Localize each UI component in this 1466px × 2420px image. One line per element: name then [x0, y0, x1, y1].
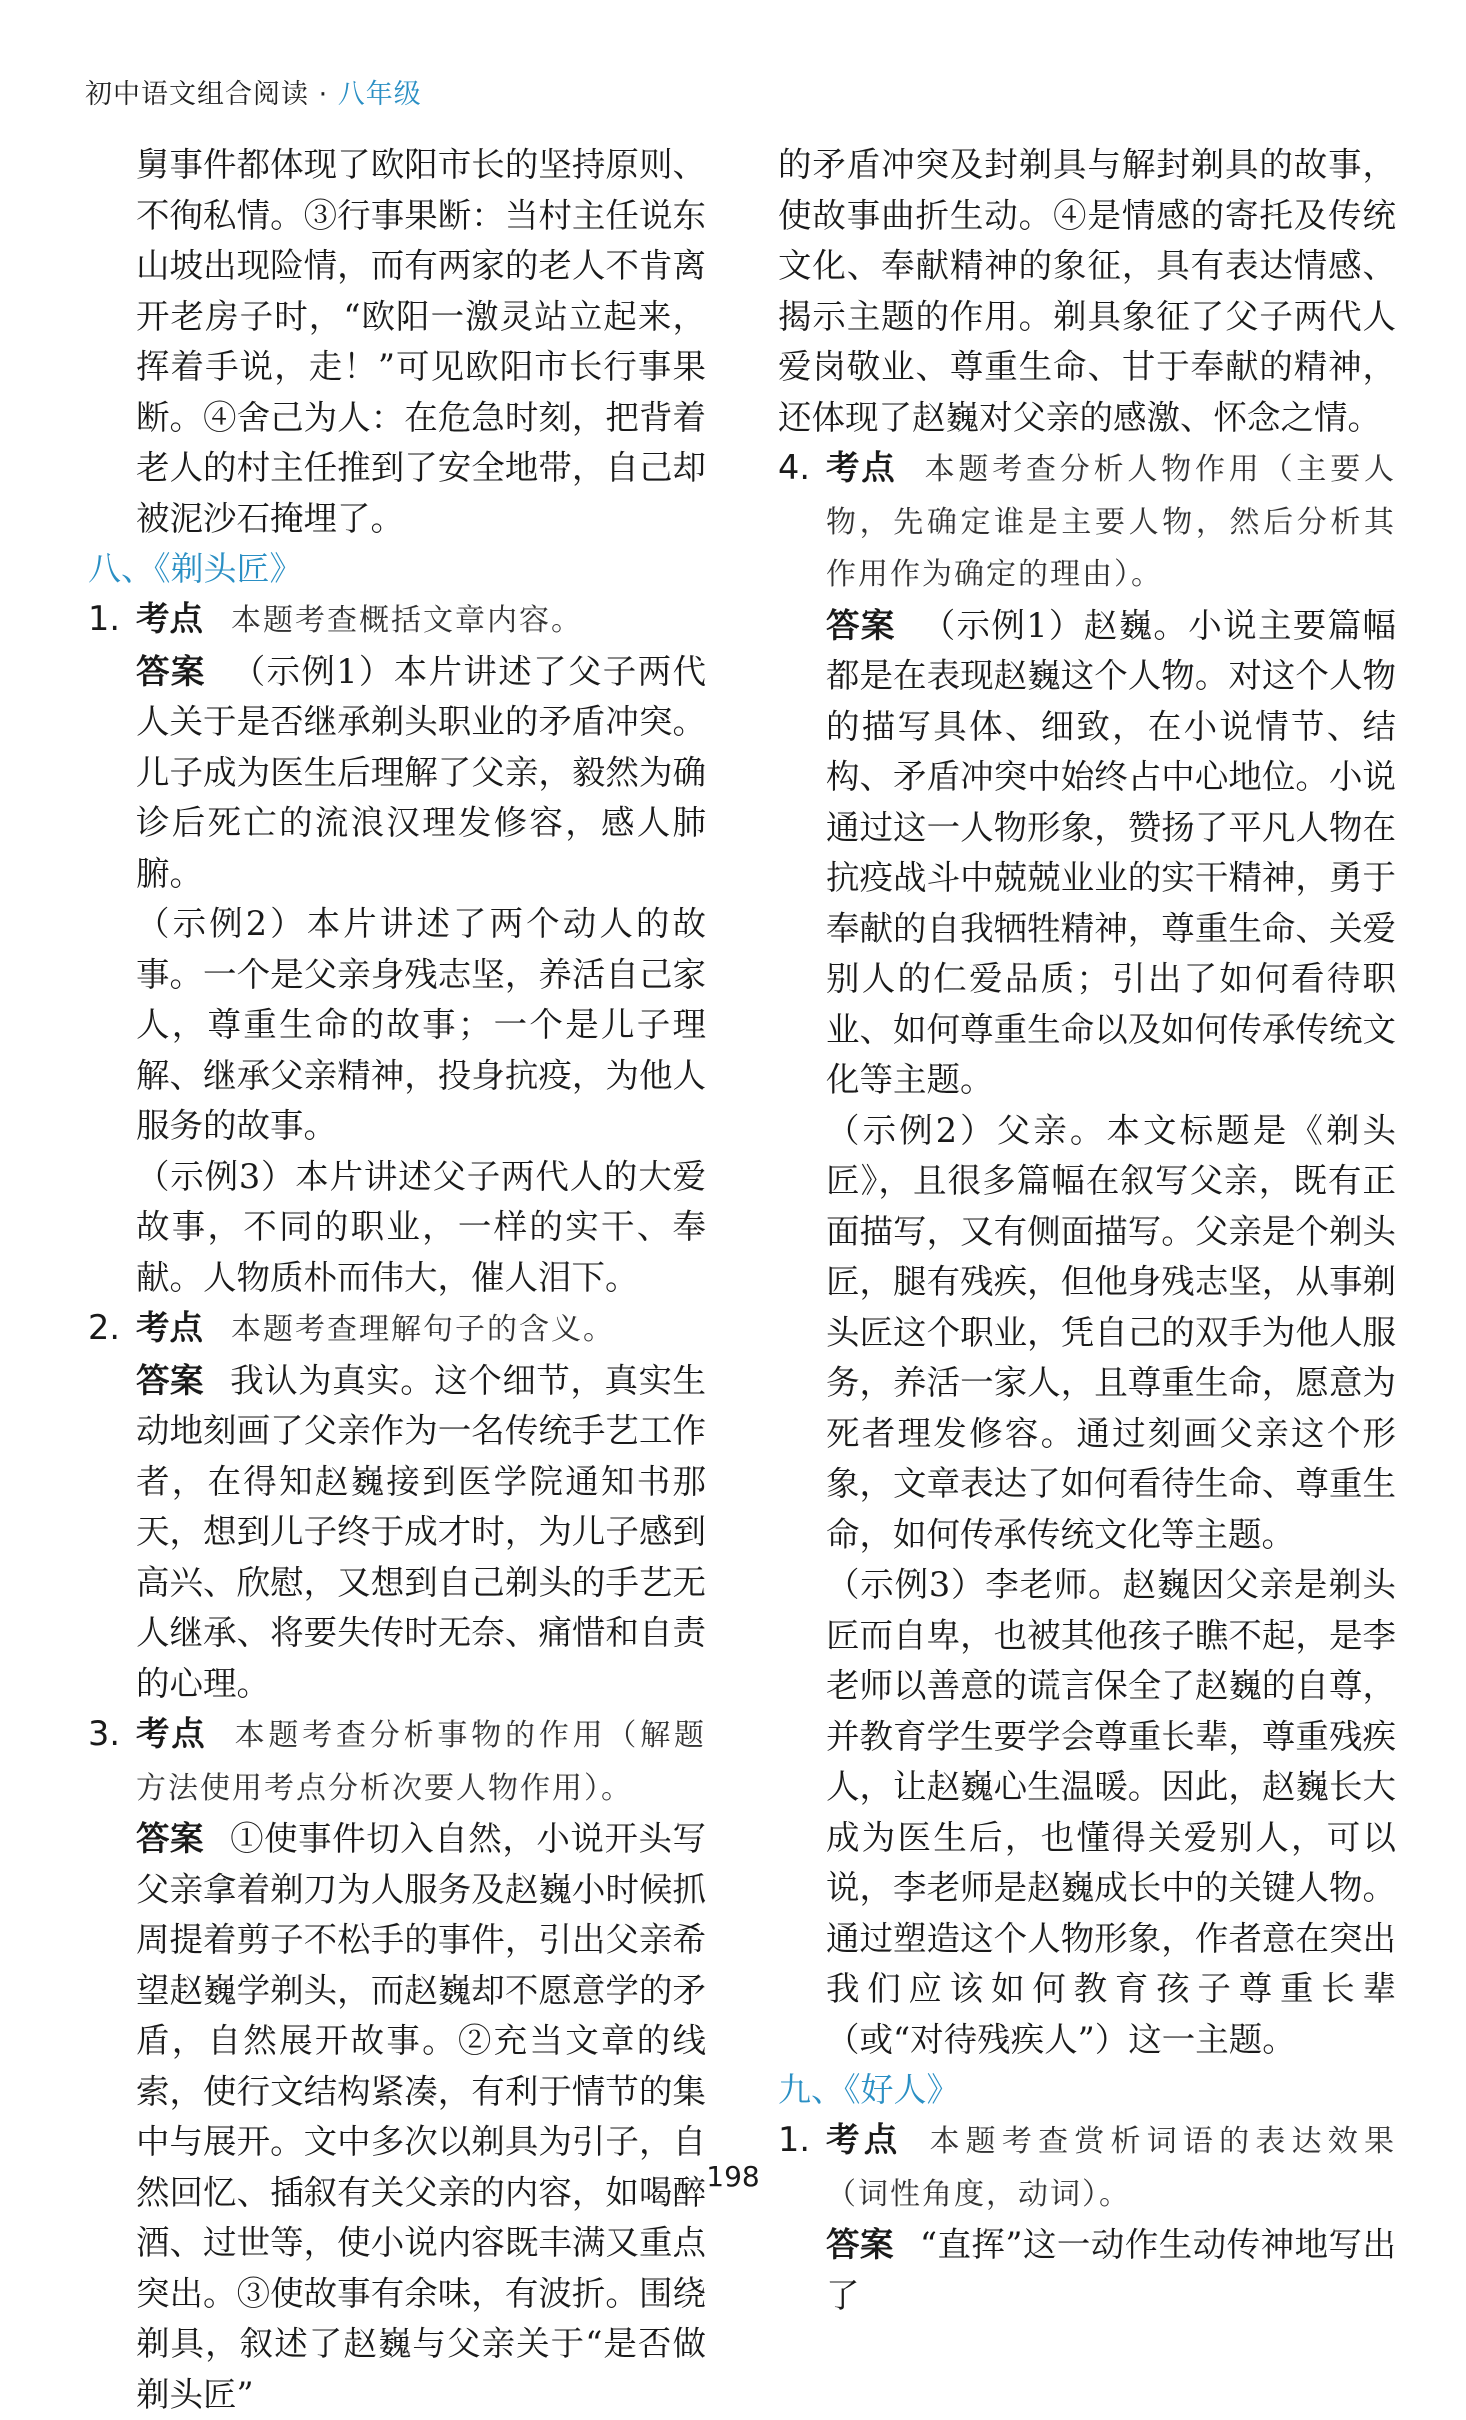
answer-label: 答案 — [136, 1819, 205, 1858]
key-point-label: 考点 — [136, 1308, 203, 1347]
intro-paragraph: 舅事件都体现了欧阳市长的坚持原则、不徇私情。③行事果断：当村主任说东山坡出现险情，而有两家的老人不肯离开老房子时，“欧阳一激灵站立起来，挥着手说，走！”可见欧阳市长行事果断。④舍己为人：在危急时刻，把背着老人的村主任推到了安全地带，自己却被泥沙石掩埋了。 — [136, 145, 706, 538]
key-point-label: 考点 — [826, 448, 897, 487]
answer-example-1: （示例1）本片讲述了父子两代人关于是否继承剃头职业的矛盾冲突。儿子成为医生后理解了父亲，毅然为确诊后死亡的流浪汉理发修容，感人肺腑。 — [136, 651, 706, 893]
key-point-label: 考点 — [136, 1714, 207, 1753]
answer-label: 答案 — [826, 2225, 894, 2264]
section-heading-8: 八、《剃头匠》 — [88, 549, 303, 588]
continued-paragraph: 的矛盾冲突及封剃具与解封剃具的故事，使故事曲折生动。④是情感的寄托及传统文化、奉献精神的象征，具有表达情感、揭示主题的作用。剃具象征了父子两代人爱岗敬业、尊重生命、甘于奉献的精神，还体现了赵巍对父亲的感激、怀念之情。 — [778, 145, 1396, 437]
answer-text: “直挥”这一动作生动传神地写出了 — [826, 2225, 1396, 2315]
answer-example-2: （示例2）父亲。本文标题是《剃头匠》，且很多篇幅在叙写父亲，既有正面描写，又有侧面描写。父亲是个剃头匠，腿有残疾，但他身残志坚，从事剃头匠这个职业，凭自己的双手为他人服务，养活一家人，且尊重生命，愿意为死者理发修容。通过刻画父亲这个形象，文章表达了如何看待生命、尊重生命，如何传承传统文化等主题。 — [826, 1110, 1396, 1554]
question-number: 1. — [778, 2120, 810, 2159]
grade-label: 八年级 — [337, 79, 422, 110]
section-heading-9: 九、《好人》 — [778, 2070, 960, 2109]
answer-example-3: （示例3）本片讲述父子两代人的大爱故事，不同的职业，一样的实干、奉献。人物质朴而伟大，催人泪下。 — [136, 1156, 706, 1297]
answer-label: 答案 — [136, 651, 206, 691]
left-column — [88, 140, 706, 2420]
answer-example-2: （示例2）本片讲述了两个动人的故事。一个是父亲身残志坚，养活自己家人，尊重生命的故事；一个是儿子理解、继承父亲精神，投身抗疫，为他人服务的故事。 — [136, 904, 706, 1145]
key-point-text: 本题考查分析事物的作用（解题方法使用考点分析次要人物作用）。 — [136, 1718, 707, 1806]
book-title: 初中语文组合阅读 — [85, 79, 309, 110]
key-point-text: 本题考查理解句子的含义。 — [231, 1312, 615, 1347]
question-9-1 — [778, 2115, 1396, 2321]
answer-example-3: （示例3）李老师。赵巍因父亲是剃头匠而自卑，也被其他孩子瞧不起，是李老师以善意的谎言保全了赵巍的自尊，并教育学生要学会尊重长辈，尊重残疾人，让赵巍心生温暖。因此，赵巍长大成为医生后，也懂得关爱别人，可以说，李老师是赵巍成长中的关键人物。通过塑造这个人物形象，作者意在突出我们应该如何教育孩子尊重长辈（或“对待残疾人”）这一主题。 — [826, 1565, 1396, 2059]
page-number: 198 — [706, 2160, 760, 2193]
question-4 — [778, 443, 1396, 2065]
running-header — [85, 72, 422, 111]
question-number: 1. — [88, 599, 120, 638]
question-number: 2. — [88, 1308, 120, 1347]
header-separator: · — [309, 79, 338, 110]
question-3 — [88, 1709, 706, 2420]
key-point-text: 本题考查赏析词语的表达效果（词性角度，动词）。 — [826, 2124, 1397, 2212]
key-point-text: 本题考查分析人物作用（主要人物，先确定谁是主要人物，然后分析其作用作为确定的理由）。 — [826, 452, 1397, 592]
answer-label: 答案 — [826, 605, 896, 645]
key-point-label: 考点 — [826, 2120, 902, 2159]
question-1 — [88, 594, 706, 1303]
answer-text: 我认为真实。这个细节，真实生动地刻画了父亲作为一名传统手艺工作者，在得知赵巍接到医学院通知书那天，想到儿子终于成才时，为儿子感到高兴、欣慰，又想到自己剃头的手艺无人继承、将要失传时无奈、痛惜和自责的心理。 — [136, 1360, 707, 1703]
question-number: 3. — [88, 1714, 120, 1753]
answer-text: ①使事件切入自然，小说开头写父亲拿着剃刀为人服务及赵巍小时候抓周提着剪子不松手的事件，引出父亲希望赵巍学剃头，而赵巍却不愿意学的矛盾，自然展开故事。②充当文章的线索，使行文结构紧凑，有利于情节的集中与展开。文中多次以剃具为引子，自然回忆、插叙有关父亲的内容，如喝醉酒、过世等，使小说内容既丰满又重点突出。③使故事有余味，有波折。围绕剃具，叙述了赵巍与父亲关于“是否做剃头匠” — [136, 1819, 707, 2414]
right-column — [778, 140, 1396, 2321]
answer-label: 答案 — [136, 1360, 205, 1400]
key-point-text: 本题考查概括文章内容。 — [231, 603, 583, 638]
question-number: 4. — [778, 448, 810, 487]
key-point-label: 考点 — [136, 599, 203, 638]
answer-example-1: （示例1）赵巍。小说主要篇幅都是在表现赵巍这个人物。对这个人物的描写具体、细致，在小说情节、结构、矛盾冲突中始终占中心地位。小说通过这一人物形象，赞扬了平凡人物在抗疫战斗中兢兢业业的实干精神，勇于奉献的自我牺牲精神，尊重生命、关爱别人的仁爱品质；引出了如何看待职业、如何尊重生命以及如何传承传统文化等主题。 — [826, 605, 1396, 1099]
question-2 — [88, 1303, 706, 1709]
